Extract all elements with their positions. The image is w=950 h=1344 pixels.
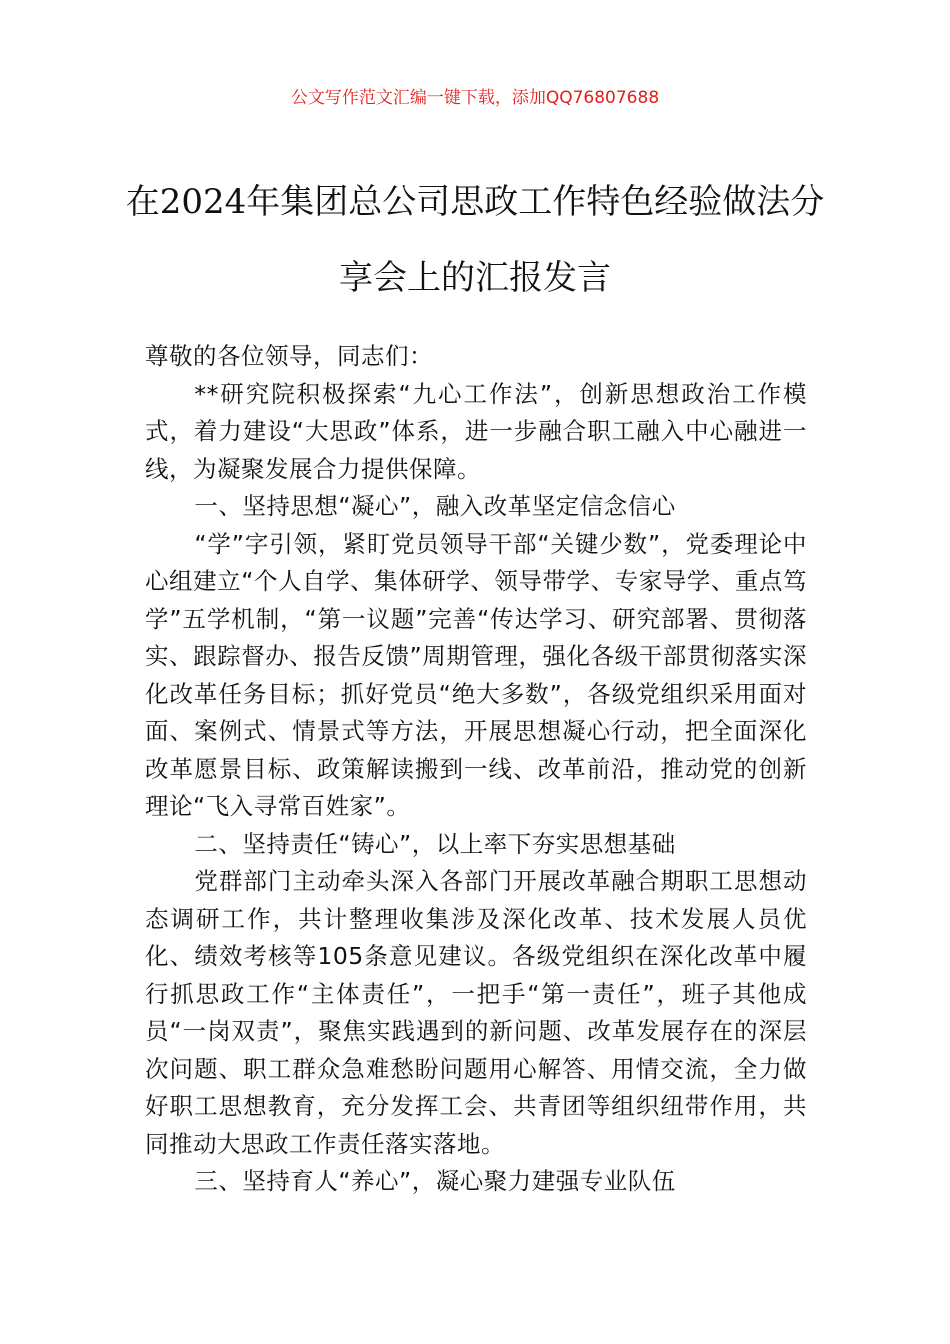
document-body <box>145 338 807 1201</box>
salutation: 尊敬的各位领导，同志们： <box>145 342 433 370</box>
section-heading-1: 一、坚持思想“凝心”，融入改革坚定信念信心 <box>194 492 676 520</box>
paragraph-intro: **研究院积极探索“九心工作法”，创新思想政治工作模式，着力建设“大思政”体系，进一步融合职工融入中心融进一线，为凝聚发展合力提供保障。 <box>145 379 807 483</box>
document-title: 在2024年集团总公司思政工作特色经验做法分享会上的汇报发言 <box>125 182 825 298</box>
paragraph-section-2: 党群部门主动牵头深入各部门开展改革融合期职工思想动态调研工作，共计整理收集涉及深化改革、技术发展人员优化、绩效考核等105条意见建议。各级党组织在深化改革中履行抓思政工作“主体责任”，一把手“第一责任”，班子其他成员“一岗双责”，聚焦实践遇到的新问题、改革发展存在的深层次问题、职工群众急难愁盼问题用心解答、用情交流，全力做好职工思想教育，充分发挥工会、共青团等组织纽带作用，共同推动大思政工作责任落实落地。 <box>145 867 807 1158</box>
paragraph-section-1: “学”字引领，紧盯党员领导干部“关键少数”，党委理论中心组建立“个人自学、集体研学、领导带学、专家导学、重点笃学”五学机制，“第一议题”完善“传达学习、研究部署、贯彻落实、跟踪督办、报告反馈”周期管理，强化各级干部贯彻落实深化改革任务目标；抓好党员“绝大多数”，各级党组织采用面对面、案例式、情景式等方法，开展思想凝心行动，把全面深化改革愿景目标、政策解读搬到一线、改革前沿，推动党的创新理论“飞入寻常百姓家”。 <box>145 529 807 820</box>
section-heading-2: 二、坚持责任“铸心”，以上率下夯实思想基础 <box>194 829 676 858</box>
header-promo-text: 公文写作范文汇编一键下载，添加QQ76807688 <box>290 88 660 108</box>
section-heading-3: 三、坚持育人“养心”，凝心聚力建强专业队伍 <box>194 1167 676 1195</box>
